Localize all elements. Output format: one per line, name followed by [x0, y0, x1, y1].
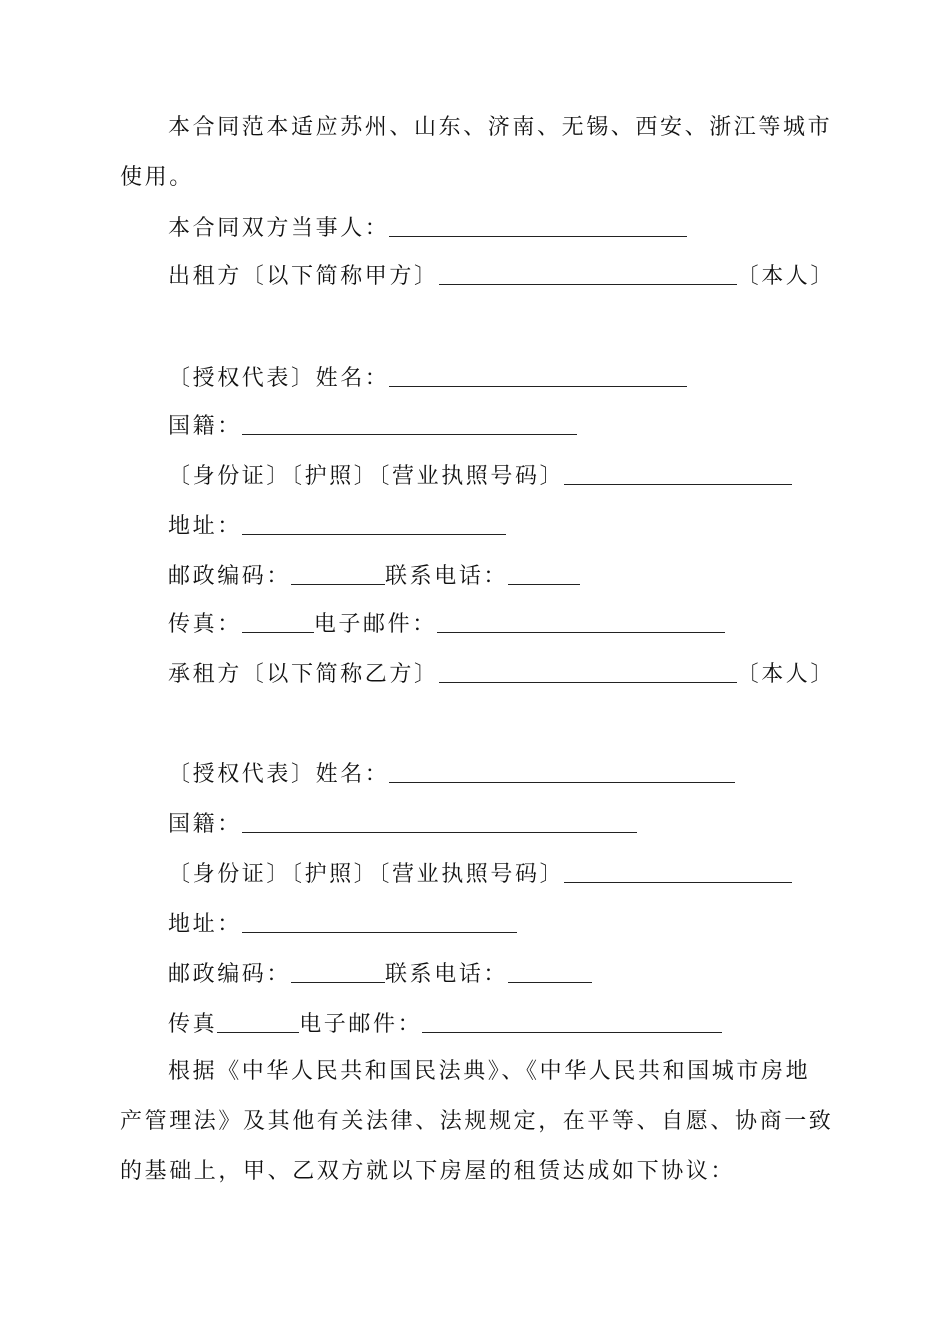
party-a-rep-label: 〔授权代表〕姓名： — [168, 366, 390, 391]
party-a-email-label: 电子邮件： — [313, 612, 437, 637]
parties-blank[interactable] — [389, 210, 687, 237]
party-a-address-label: 地址： — [168, 514, 242, 539]
party-a-postal-row — [168, 558, 580, 594]
party-b-nationality-row — [168, 806, 637, 842]
party-b-heading: 承租方〔以下简称乙方〕 — [168, 662, 439, 687]
party-b-address-blank[interactable] — [242, 906, 517, 933]
party-a-rep-row — [168, 360, 687, 396]
party-a-email-blank[interactable] — [437, 606, 725, 633]
party-a-id-blank[interactable] — [564, 458, 792, 485]
party-b-fax-row — [168, 1006, 722, 1042]
party-a-phone-blank[interactable] — [508, 558, 580, 585]
party-a-address-row — [168, 508, 506, 544]
party-a-nationality-blank[interactable] — [242, 408, 577, 435]
party-a-heading: 出租方〔以下简称甲方〕 — [168, 264, 439, 289]
party-b-email-label: 电子邮件： — [299, 1012, 423, 1037]
party-a-nationality-label: 国籍： — [168, 414, 242, 439]
party-a-postal-blank[interactable] — [291, 558, 385, 585]
party-b-rep-row — [168, 756, 735, 792]
party-a-fax-label: 传真： — [168, 612, 242, 637]
party-a-fax-row — [168, 606, 725, 642]
party-a-postal-label: 邮政编码： — [168, 564, 292, 589]
party-b-heading-row — [168, 656, 835, 692]
party-b-postal-label: 邮政编码： — [168, 962, 292, 987]
party-b-nationality-blank[interactable] — [242, 806, 637, 833]
party-a-nationality-row — [168, 408, 577, 444]
closing-line-3: 的基础上，甲、乙双方就以下房屋的租赁达成如下协议： — [120, 1159, 736, 1184]
party-a-address-blank[interactable] — [242, 508, 506, 535]
closing-line-2: 产管理法》及其他有关法律、法规规定，在平等、自愿、协商一致 — [120, 1109, 834, 1134]
party-b-phone-blank[interactable] — [508, 956, 592, 983]
party-a-suffix: 〔本人〕 — [736, 264, 836, 289]
party-b-email-blank[interactable] — [422, 1006, 722, 1033]
party-a-name-blank[interactable] — [439, 258, 737, 285]
party-b-fax-blank[interactable] — [217, 1006, 299, 1033]
party-b-postal-row — [168, 956, 592, 992]
party-b-address-label: 地址： — [168, 912, 242, 937]
party-b-rep-blank[interactable] — [389, 756, 735, 783]
party-b-phone-label: 联系电话： — [385, 962, 509, 987]
party-b-id-blank[interactable] — [564, 856, 792, 883]
party-b-postal-blank[interactable] — [291, 956, 385, 983]
parties-label: 本合同双方当事人： — [168, 216, 390, 241]
party-b-suffix: 〔本人〕 — [736, 662, 836, 687]
party-b-fax-label: 传真 — [168, 1012, 218, 1037]
party-b-name-blank[interactable] — [439, 656, 737, 683]
intro-line-1: 本合同范本适应苏州、山东、济南、无锡、西安、浙江等城市 — [168, 115, 833, 140]
party-a-id-label: 〔身份证〕〔护照〕〔营业执照号码〕 — [168, 464, 565, 489]
parties-row — [168, 210, 687, 246]
party-b-rep-label: 〔授权代表〕姓名： — [168, 762, 390, 787]
party-a-id-row — [168, 458, 792, 494]
party-a-heading-row — [168, 258, 835, 294]
party-b-nationality-label: 国籍： — [168, 812, 242, 837]
closing-line-1: 根据《中华人民共和国民法典》、《中华人民共和国城市房地 — [168, 1059, 811, 1084]
party-b-id-row — [168, 856, 792, 892]
party-b-id-label: 〔身份证〕〔护照〕〔营业执照号码〕 — [168, 862, 565, 887]
party-a-rep-blank[interactable] — [389, 360, 687, 387]
party-a-fax-blank[interactable] — [242, 606, 314, 633]
intro-line-2: 使用。 — [120, 165, 194, 190]
party-a-phone-label: 联系电话： — [385, 564, 509, 589]
party-b-address-row — [168, 906, 517, 942]
